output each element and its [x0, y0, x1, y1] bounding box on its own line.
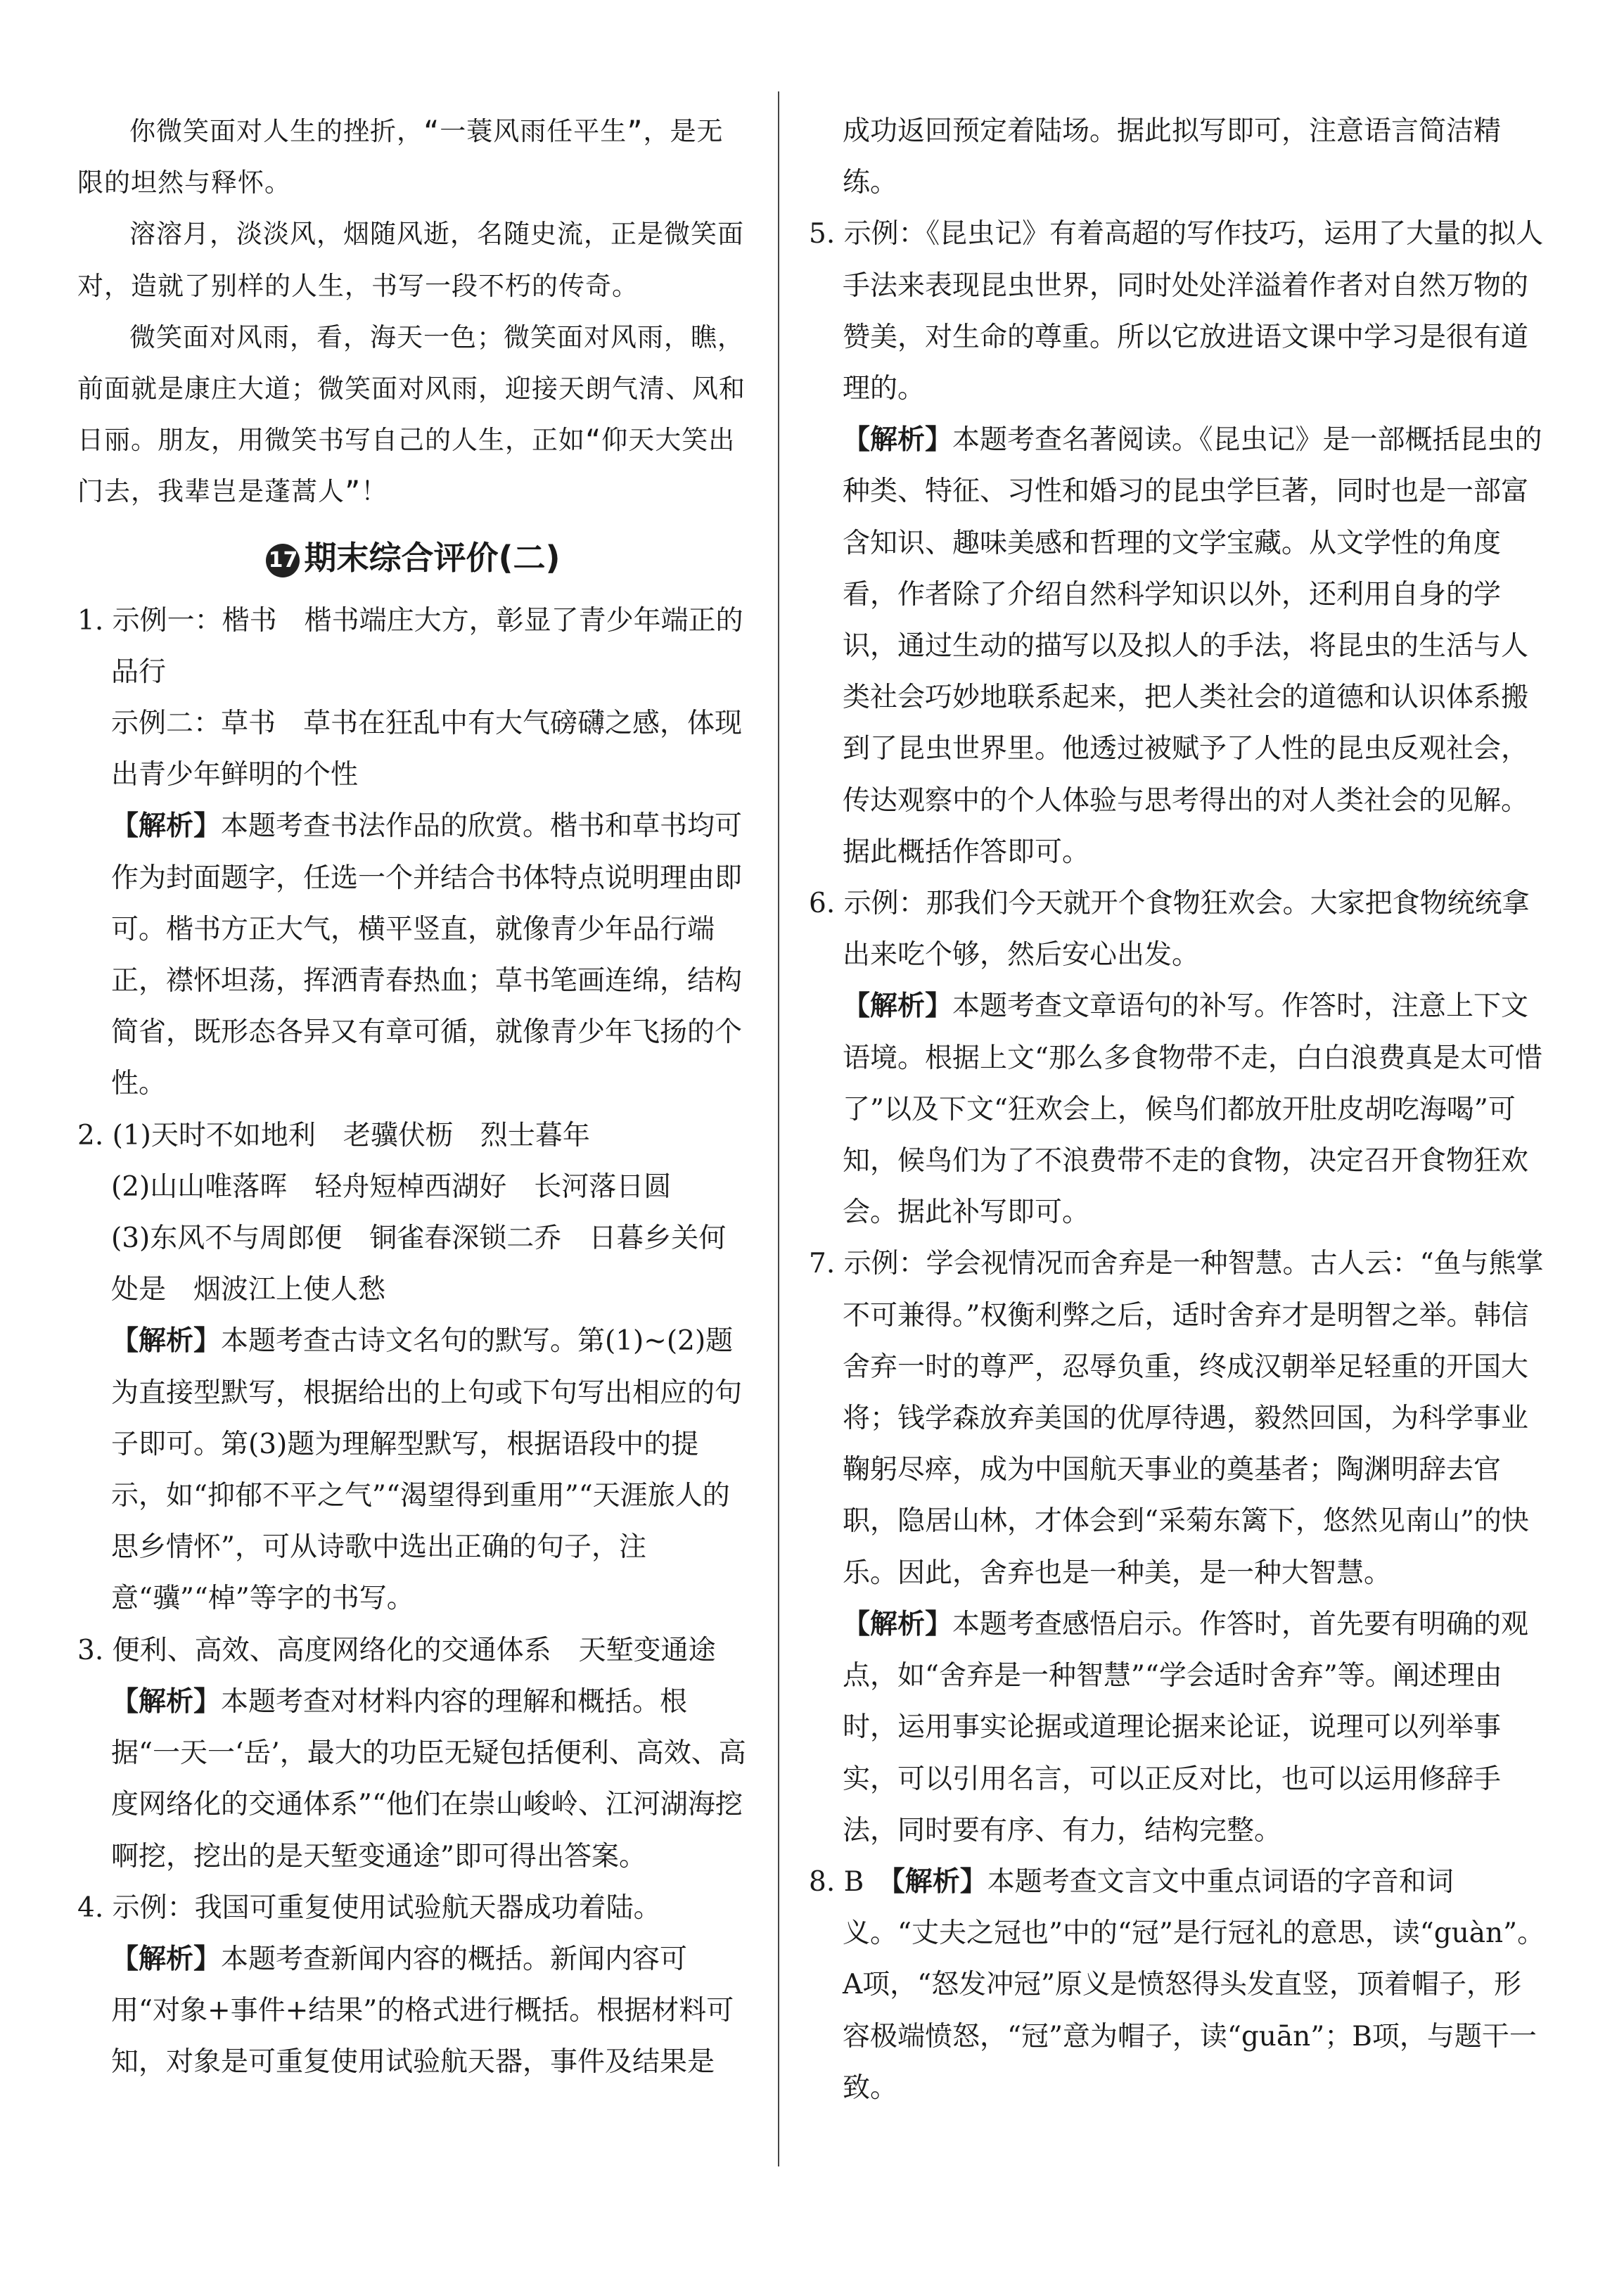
- question-5-answer: 5. 示例：《昆虫记》有着高超的写作技巧，运用了大量的拟人手法来表现昆虫世界，同时处处洋溢着作者对自然万物的赞美，对生命的尊重。所以它放进语文课中学习是很有道理的。: [809, 218, 1544, 405]
- analysis-tag: 【解析】: [843, 1608, 953, 1640]
- question-8-answer: 8. B 【解析】本题考查文言文中重点词语的字音和词义。“丈夫之冠也”中的“冠”是行冠礼的意思，读“guàn”。A项，“怒发冲冠”原义是愤怒得头发直竖，顶着帽子，形容极端愤怒，“冠”意为帽子，读“guān”；B项，与题干一致。: [809, 1865, 1545, 2104]
- question-2-part-2: (2)山山唯落晖 轻舟短棹西湖好 长河落日圆: [111, 1170, 672, 1203]
- analysis-tag: 【解析】: [111, 1325, 222, 1358]
- analysis-tag: 【解析】: [111, 1685, 222, 1718]
- question-1-example-1: 1. 示例一：楷书 楷书端庄大方，彰显了青少年端正的品行: [77, 604, 743, 688]
- question-7-answer: 7. 示例：学会视情况而舍弃是一种智慧。古人云：“鱼与熊掌不可兼得。”权衡利弊之后，适时舍弃才是明智之举。韩信舍弃一时的尊严，忍辱负重，终成汉朝举足轻重的开国大将；钱学森放弃美国的优厚待遇，毅然回国，为科学事业鞠躬尽瘁，成为中国航天事业的奠基者；陶渊明辞去官职，隐居山林，才体会到“采菊东篱下，悠然见南山”的快乐。因此，舍弃也是一种美，是一种大智慧。: [809, 1248, 1544, 1589]
- question-3-answer: 3. 便利、高效、高度网络化的交通体系 天堑变通途: [77, 1634, 716, 1666]
- column-divider: [778, 91, 779, 2166]
- essay-paragraph-1: 你微笑面对人生的挫折，“一蓑风雨任平生”，是无限的坦然与释怀。: [77, 116, 724, 198]
- analysis-tag: 【解析】: [891, 1865, 987, 1898]
- question-3-analysis: 【解析】本题考查对材料内容的理解和概括。根据“一天一‘岳’，最大的功臣无疑包括便利、高效、高度网络化的交通体系”“他们在崇山峻岭、江河湖海挖啊挖，挖出的是天堑变通途”即可得出答案。: [111, 1685, 746, 1872]
- question-4-answer: 4. 示例：我国可重复使用试验航天器成功着陆。: [77, 1891, 661, 1924]
- analysis-tag: 【解析】: [843, 990, 953, 1023]
- question-7-analysis: 【解析】本题考查感悟启示。作答时，首先要有明确的观点，如“舍弃是一种智慧”“学会适时舍弃”等。阐述理由时，运用事实论据或道理论据来论证，说理可以列举事实，可以引用名言，可以正反对比，也可以运用修辞手法，同时要有序、有力，结构完整。: [843, 1608, 1529, 1846]
- question-6-answer: 6. 示例：那我们今天就开个食物狂欢会。大家把食物统统拿出来吃个够，然后安心出发。: [809, 888, 1530, 971]
- section-number-badge: 17: [266, 544, 300, 577]
- question-2-analysis: 【解析】本题考查古诗文名句的默写。第(1)~(2)题为直接型默写，根据给出的上句或下句写出相应的句子即可。第(3)题为理解型默写，根据语段中的提示，如“抑郁不平之气”“渴望得到重用”“天涯旅人的思乡情怀”，可从诗歌中选出正确的句子，注意“骥”“棹”等字的书写。: [111, 1325, 743, 1615]
- left-column: [77, 106, 749, 2088]
- essay-paragraph-2: 溶溶月，淡淡风，烟随风逝，名随史流，正是微笑面对，造就了别样的人生，书写一段不朽的传奇。: [77, 219, 744, 301]
- question-2-part-3: (3)东风不与周郎便 铜雀春深锁二乔 日暮乡关何处是 烟波江上使人愁: [111, 1223, 727, 1306]
- section-title-text: 期末综合评价(二): [304, 538, 561, 577]
- question-4-analysis-continued: 成功返回预定着陆场。据此拟写即可，注意语言简洁精练。: [843, 115, 1502, 199]
- analysis-tag: 【解析】: [843, 424, 953, 457]
- right-column: [809, 106, 1549, 2114]
- question-2-part-1: 2. (1)天时不如地利 老骥伏枥 烈士暮年: [77, 1119, 590, 1151]
- essay-paragraph-3: 微笑面对风雨，看，海天一色；微笑面对风雨，瞧，前面就是康庄大道；微笑面对风雨，迎接天朗气清、风和日丽。朋友，用微笑书写自己的人生，正如“仰天大笑出门去，我辈岂是蓬蒿人”！: [77, 321, 746, 507]
- analysis-tag: 【解析】: [111, 1943, 222, 1975]
- question-6-analysis: 【解析】本题考查文章语句的补写。作答时，注意上下文语境。根据上文“那么多食物带不走，白白浪费真是太可惜了”以及下文“狂欢会上，候鸟们都放开肚皮胡吃海喝”可知，候鸟们为了不浪费带不走的食物，决定召开食物狂欢会。据此补写即可。: [843, 990, 1542, 1229]
- question-5-analysis: 【解析】本题考查名著阅读。《昆虫记》是一部概括昆虫的种类、特征、习性和婚习的昆虫学巨著，同时也是一部富含知识、趣味美感和哲理的文学宝藏。从文学性的角度看，作者除了介绍自然科学知识以外，还利用自身的学识，通过生动的描写以及拟人的手法，将昆虫的生活与人类社会巧妙地联系起来，把人类社会的道德和认识体系搬到了昆虫世界里。他透过被赋予了人性的昆虫反观社会，传达观察中的个人体验与思考得出的对人类社会的见解。据此概括作答即可。: [843, 424, 1542, 868]
- analysis-tag: 【解析】: [111, 810, 222, 843]
- question-1-example-2: 示例二：草书 草书在狂乱中有大气磅礴之感，体现出青少年鲜明的个性: [111, 708, 743, 791]
- question-4-analysis: 【解析】本题考查新闻内容的概括。新闻内容可用“对象+事件+结果”的格式进行概括。根据材料可知，对象是可重复使用试验航天器，事件及结果是: [111, 1943, 734, 2079]
- section-title: [77, 530, 749, 585]
- question-1-analysis: 【解析】本题考查书法作品的欣赏。楷书和草书均可作为封面题字，任选一个并结合书体特点说明理由即可。楷书方正大气，横平竖直，就像青少年品行端正，襟怀坦荡，挥洒青春热血；草书笔画连绵，结构简省，既形态各异又有章可循，就像青少年飞扬的个性。: [111, 810, 743, 1100]
